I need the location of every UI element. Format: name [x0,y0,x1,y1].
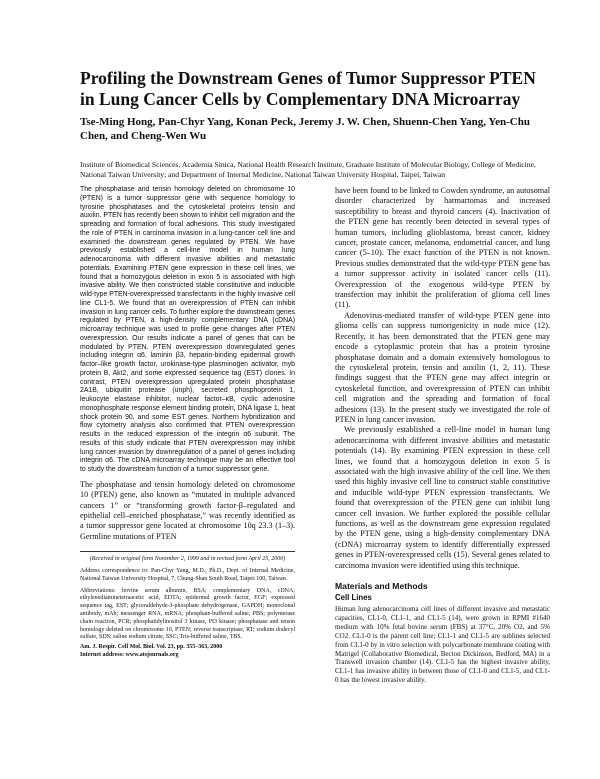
article-title: Profiling the Downstream Genes of Tumor Suppressor PTEN in Lung Cancer Cells by Complementary DNA Microarray [80,68,536,109]
abbreviations-list: Abbreviations: bovine serum albumin, BSA; complementary DNA, cDNA; ethylenediaminetetraacetic acid, EDTA; epidermal growth factor, EGF; expressed sequence tag, EST; glyceraldehyde-3-phosphate dehydrogenase, GAPDH; monoclonal antibody, mAb; messenger RNA, mRNA; phosphate-buffered saline, PBS; polymerase chain reaction, PCR; phosphatidylinositol 3 kinase, PI3 kinase; phosphatase and tensin homology deleted on chromosome 10, PTEN; reverse transcriptase, RT; sodium dodecyl sulfate, SDS; saline sodium citrate, SSC; Tris-buffered saline, TBS. [80,587,295,641]
author-list: Tse-Ming Hong, Pan-Chyr Yang, Konan Peck, Jeremy J. W. Chen, Shuenn-Chen Yang, Yen-Chu Chen, and Cheng-Wen Wu [80,116,530,142]
journal-citation: Am. J. Respir. Cell Mol. Biol. Vol. 23, pp. 355–363, 2000 [80,644,223,651]
intro-paragraph-4: We previously established a cell-line model in human lung adenocarcinoma with different invasive abilities and metastatic potentials (14). By examining PTEN expression in these cell lines, we found that a homozygous deletion in exon 5 is associated with the high invasive ability of the cell line. We then used this highly invasive cell line to construct stable constitutive and inducible wild-type PTEN expression transfectants. We found that overexpression of the PTEN gene can inhibit lung cancer cell invasion. We further explored the possible cellular functions, as well as the downstream gene expression regulated by the PTEN gene, using a high-density complementary DNA (cDNA) microarray system to identify differentially expressed genes in PTEN-overexpressed cells (15). Several genes related to carcinoma invasion were identified using this technique. [335,425,550,570]
methods-paragraph-1: Human lung adenocarcinoma cell lines of different invasive and metastatic capacities, CL1-0, CL1-1, and CL1-5 (14), were grown in RPMI #1640 medium with 10% fetal bovine serum (FBS) at 37°C, 20% O2, and 5% CO2. CL1-0 is the parent cell line; CL1-1 and CL1-5 are sublines selected from CL1-0 by in vitro selection with polycarbonate membrane coating with Matrigel (Collaborative Biomedical, Becton Dickinson, Bedford, MA) in a Transwell invasion chamber (14). CL1-5 has the highest invasive ability, CL1-1 has invasive ability in between those of CL1-0 and CL1-5, and CL1-0 has the lowest invasive ability. [335,605,550,685]
correspondence-address: Address correspondence to: Pan-Chyr Yang, M.D., Ph.D., Dept. of Internal Medicine, National Taiwan University Hospital, 7, Chung-Shan South Road, Taipei 100, Taiwan. [80,567,295,582]
left-column [80,186,295,660]
intro-paragraph-2: have been found to be linked to Cowden syndrome, an autosomal disorder characterized by harmartomas and increased susceptibility to breast and thyroid cancers (4). Inactivation of the PTEN gene has recently been detected in several types of human tumors, including glioblastoma, breast cancer, kidney cancer, prostate cancer, melanoma, endometrial cancer, and lung cancer (5–10). The exact function of the PTEN is not known. Previous studies demonstrated that the wild-type PTEN gene has a tumor suppressor activity in isolated cancer cells (11). Overexpression of the exogenous wild-type PTEN by transfection may inhibit the proliferation of glioma cell lines (11). [335,186,550,310]
right-column [335,186,550,685]
received-dates: (Received in original form November 2, 1999 and in revised form April 25, 2000) [89,556,286,563]
section-heading-methods: Materials and Methods [335,581,428,592]
intro-paragraph-1: The phosphatase and tensin homology deleted on chromosome 10 (PTEN) gene, also known as “mutated in multiple advanced cancers 1” or “transforming growth factor-β–regulated and epithelial cell–enriched phosphatase,” was recently identified as a tumor suppressor gene located at chromosome 10q 23.3 (1–3). Germline mutations of PTEN [80,479,295,541]
journal-url: Internet address: www.atsjournals.org [80,651,179,658]
intro-paragraph-3: Adenovirus-mediated transfer of wild-type PTEN gene into glioma cells can suppress tumorigenicity in nude mice (12). Recently, it has been demonstrated that the PTEN gene may encode a cytoplasmic protein that has a protein tyrosine phosphatase domain and a domain extensively homologous to the cytoskeletal protein, tensin and auxilin (1, 2, 11). These findings suggest that the PTEN gene may affect integrin or cytoskeletal function, and overexpression of PTEN can inhibit cell migration and the spreading and formation of focal adhesions (13). In the present study we investigated the role of PTEN in lung cancer invasion. [335,310,550,424]
subsection-heading-cell-lines: Cell Lines [335,593,372,603]
affiliation: Institute of Biomedical Sciences, Academia Sinica, National Health Research Institute, Graduate Institute of Molecular Biology, College of Medicine, National Taiwan University; and Department of Internal Medicine, National Taiwan University Hospital, Taipei, Taiwan [80,160,536,179]
abstract: The phosphatase and tensin homology deleted on chromosome 10 (PTEN) is a tumor suppressor gene with sequence homology to tyrosine phosphatases and the cytoskeletal proteins tensin and auxilin. PTEN has recently been shown to inhibit cell migration and the spreading and formation of focal adhesions. This study investigated the role of PTEN in carcinoma invasion in a lung-cancer cell line and examined the downstream genes regulated by PTEN. We have previously established a cell-line model in human lung adenocarcinoma with different invasive abilities and metastatic potentials. Examining PTEN gene expression in these cell lines, we found that a homozygous deletion in exon 5 is associated with high invasive ability. We then constructed stable constitutive and inducible wild-type PTEN-overexpressed transfectants in the highly invasive cell line CL1-5. We found that an overexpression of PTEN can inhibit invasion in lung cancer cells. To further explore the downstream genes regulated by PTEN, a high-density complementary DNA (cDNA) microarray technique was used to profile gene changes after PTEN overexpression. Our results indicate a panel of genes that can be modulated by PTEN. PTEN overexpression downregulated genes including integrin α6, laminin β3, heparin-binding epidermal growth factor–like growth factor, urokinase-type plasminogen activator, myb protein B, Akt2, and some expressed sequence tag (EST) clones. In contrast, PTEN overexpression upregulated protein phosphatase 2A1B, ubiquitin protease (unph), secreted phosphoprotein 1, leukocyte elastase inhibitor, nuclear factor–κB, cyclic adenosine monophosphate response element binding protein, DNA ligase 1, heat shock protein 90, and some EST genes. Northern hybridization and flow cytometry analysis also confirmed that PTEN overexpression results in the reduced expression of the integrin α6 subunit. The results of this study indicate that PTEN overexpression may inhibit lung cancer invasion by downregulation of a panel of genes including integrin α6. The cDNA microarray technique may be an effective tool to study the downstream function of a tumor suppressor gene. [80,186,295,473]
footnote-divider [80,551,295,552]
